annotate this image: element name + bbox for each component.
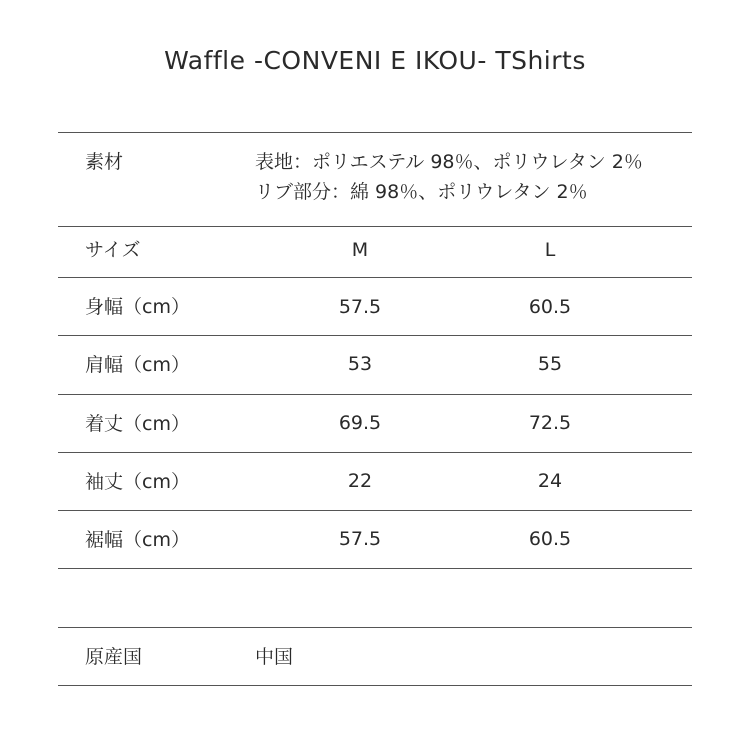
origin-value: 中国 [255, 646, 294, 668]
row-label-hem-width: 裾幅（cm） [85, 529, 190, 551]
divider [58, 452, 692, 453]
divider [58, 685, 692, 686]
row-label-shoulder-width: 肩幅（cm） [85, 354, 190, 376]
row-value-l: 55 [537, 353, 563, 375]
row-value-l: 72.5 [528, 412, 572, 434]
row-label-length: 着丈（cm） [85, 413, 190, 435]
page-title: Waffle -CONVENI E IKOU- TShirts [164, 46, 586, 75]
row-value-m: 22 [347, 470, 373, 492]
size-l-header: L [544, 239, 556, 261]
material-line-1: 表地：ポリエステル 98％、ポリウレタン 2％ [255, 151, 643, 173]
divider [58, 226, 692, 227]
row-value-m: 69.5 [338, 412, 382, 434]
divider [58, 335, 692, 336]
row-label-body-width: 身幅（cm） [85, 296, 190, 318]
divider [58, 510, 692, 511]
origin-label: 原産国 [85, 646, 143, 668]
row-value-l: 60.5 [528, 528, 572, 550]
material-label: 素材 [85, 151, 124, 173]
row-value-l: 60.5 [528, 296, 572, 318]
size-m-header: M [351, 239, 369, 261]
row-label-sleeve-length: 袖丈（cm） [85, 471, 190, 493]
row-value-l: 24 [537, 470, 563, 492]
divider [58, 627, 692, 628]
row-value-m: 57.5 [338, 528, 382, 550]
row-value-m: 57.5 [338, 296, 382, 318]
divider [58, 568, 692, 569]
divider [58, 277, 692, 278]
row-value-m: 53 [347, 353, 373, 375]
material-line-2: リブ部分：綿 98％、ポリウレタン 2％ [255, 181, 588, 203]
divider [58, 132, 692, 133]
divider [58, 394, 692, 395]
size-label: サイズ [85, 239, 141, 261]
